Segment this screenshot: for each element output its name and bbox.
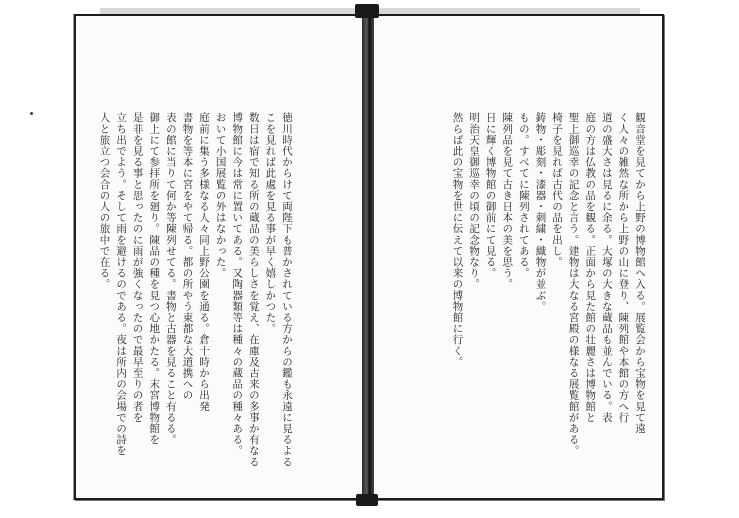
left-line: 是非を見る事と思ったのに雨が強くなったので最早至りの者を [131, 112, 144, 423]
book-gutter [362, 8, 374, 502]
right-line: 椅子を見れば古代の品を出し。 [551, 112, 564, 268]
right-line: く人々の雑然な所から上野の山に登り、陳列館や本館の方へ行 [617, 112, 630, 423]
left-line: 博物館に今は常に置いてある。又陶器類等は種々の蔵品の種々ある。 [231, 112, 244, 457]
right-line: 然らば此の宝物を世に伝えて以来の博物館に行く。 [451, 112, 464, 368]
margin-mark [30, 112, 33, 115]
right-line: 日に輝く博物館の御前にて見る。 [484, 112, 497, 279]
left-line: おいて小国展覧の外はなかった。 [214, 112, 227, 279]
right-line: 庭の方は仏教の品を観る。正面から見た館の壮麗さは博物館と [584, 112, 597, 423]
left-line: 数日は宿で知る所の蔵品の美らしさを覚え、在庫及古来の多事か有なる [247, 112, 260, 468]
right-line: 陳列品を見て古き日本の美を思う。 [501, 112, 514, 290]
left-line: 徳川時代からけて両陛下も普かされている方からの鑑も永遠に見るよる [281, 112, 293, 468]
left-line: 立ち出でよう。そして雨を避けるのである。夜は所内の会場での詩を [115, 112, 128, 457]
left-line: 御上にて参拝所を廻り。陳品の種を見つ心地かたる。末宮博物館を [148, 112, 161, 445]
right-line: 明治天皇御巡幸の頃の記念物なり。 [468, 112, 481, 290]
right-line: もの。すべてに陳列されてある。 [517, 112, 530, 279]
left-line: 庭前に集う多様なる人々同上野公園を通る。倉十時から出発 [198, 112, 211, 412]
spine-top [355, 4, 379, 18]
right-line: 観音堂を見てから上野の博物館へ入る。展覧会から宝物を見て遠 [634, 112, 646, 434]
left-line: 人と旅立つ会合の人の旅中で在る。 [98, 112, 111, 290]
right-page-text [408, 112, 648, 457]
right-line: 鋳物・彫刻・漆器・刺繍・織物が並ぶ。 [534, 112, 547, 312]
left-page-text [85, 112, 295, 468]
left-line: 表の館に当りて何か等陳列せてる。書物と古器を見ること有るる。 [164, 112, 177, 445]
left-line: こを見れば此處を見る事が早く嬉しかつた。 [264, 112, 277, 334]
right-line: 道の盛大さは見るに余る。大塚の大きな蔵品も並んでいる。表 [600, 112, 613, 423]
spine-bottom [356, 494, 378, 506]
left-line: 書物を等本に宮をやて帰る。都の所やう東都な大道携への [181, 112, 194, 401]
right-line: 聖上御巡幸の記念と言う。建物は大なる宮殿の様なる展覧館がある。 [567, 112, 580, 457]
